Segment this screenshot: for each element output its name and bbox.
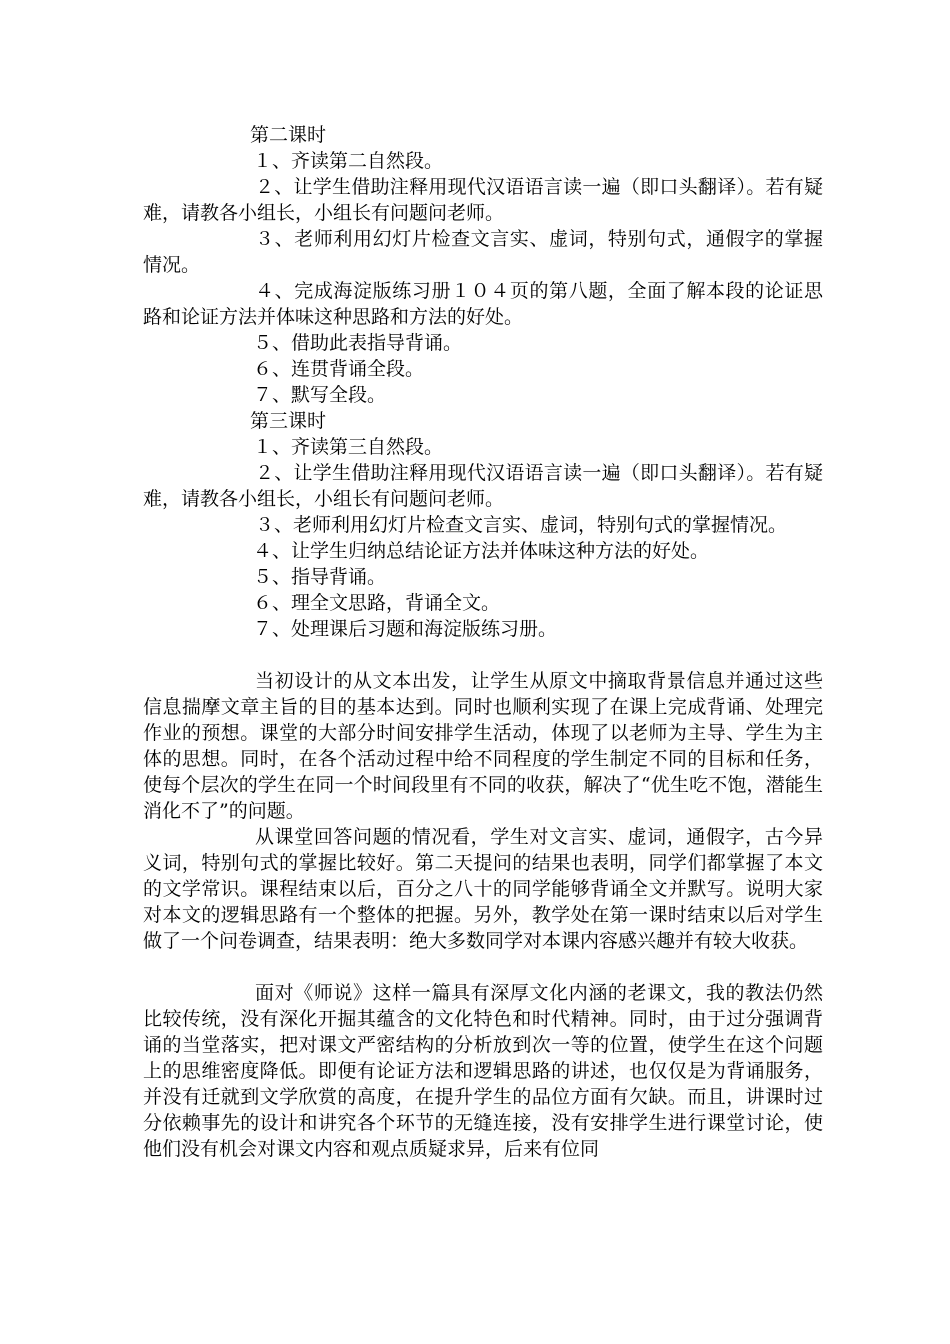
lesson3-item-4: ４、让学生归纳总结论证方法并体味这种方法的好处。 [253, 540, 710, 562]
lesson3-item-3: ３、老师利用幻灯片检查文言实、虚词，特别句式的掌握情况。 [255, 514, 788, 536]
lesson2-item-6: ６、连贯背诵全段。 [253, 358, 425, 380]
lesson3-item-6: ６、理全文思路，背诵全文。 [253, 592, 501, 614]
lesson2-heading: 第二课时 [250, 124, 327, 146]
lesson3-item-5: ５、指导背诵。 [253, 566, 387, 588]
lesson3-item-7: ７、处理课后习题和海淀版练习册。 [253, 618, 558, 640]
reflection-paragraph-2: 从课堂回答问题的情况看，学生对文言实、虚词，通假字，古今异义词，特别句式的掌握比较好。第二天提问的结果也表明，同学们都掌握了本文的文学常识。课程结束以后，百分之八十的同学能够背诵全文并默写。说明大家对本文的逻辑思路有一个整体的把握。另外，教学处在第一课时结束以后对学生做了一个问卷调查，结果表明：绝大多数同学对本课内容感兴趣并有较大收获。 [143, 826, 823, 952]
lesson2-item-2: ２、让学生借助注释用现代汉语语言读一遍（即口头翻译）。若有疑难，请教各小组长，小组长有问题问老师。 [143, 176, 823, 224]
lesson3-item-1: １、齐读第三自然段。 [253, 436, 444, 458]
lesson2-item-3: ３、老师利用幻灯片检查文言实、虚词，特别句式，通假字的掌握情况。 [143, 228, 823, 276]
spacer [143, 954, 823, 980]
lesson2-item-5: ５、借助此表指导背诵。 [253, 332, 463, 354]
reflection-paragraph-1: 当初设计的从文本出发，让学生从原文中摘取背景信息并通过这些信息揣摩文章主旨的目的基本达到。同时也顺利实现了在课上完成背诵、处理完作业的预想。课堂的大部分时间安排学生活动，体现了以老师为主导、学生为主体的思想。同时，在各个活动过程中给不同程度的学生制定不同的目标和任务，使每个层次的学生在同一个时间段里有不同的收获，解决了“优生吃不饱，潜能生消化不了”的问题。 [143, 670, 823, 822]
lesson3-heading: 第三课时 [250, 410, 327, 432]
document-body [143, 122, 823, 1162]
reflection-paragraph-3: 面对《师说》这样一篇具有深厚文化内涵的老课文，我的教法仍然比较传统，没有深化开掘其蕴含的文化特色和时代精神。同时，由于过分强调背诵的当堂落实，把对课文严密结构的分析放到次一等的位置，使学生在这个问题上的思维密度降低。即便有论证方法和逻辑思路的讲述，也仅仅是为背诵服务，并没有迁就到文学欣赏的高度，在提升学生的品位方面有欠缺。而且，讲课时过分依赖事先的设计和讲究各个环节的无缝连接，没有安排学生进行课堂讨论，使他们没有机会对课文内容和观点质疑求异，后来有位同 [143, 982, 823, 1160]
lesson2-item-7: ７、默写全段。 [253, 384, 387, 406]
lesson2-item-4: ４、完成海淀版练习册１０４页的第八题，全面了解本段的论证思路和论证方法并体味这种思路和方法的好处。 [143, 280, 823, 328]
lesson3-item-2: ２、让学生借助注释用现代汉语语言读一遍（即口头翻译）。若有疑难，请教各小组长，小组长有问题问老师。 [143, 462, 823, 510]
spacer [143, 642, 823, 668]
lesson2-item-1: １、齐读第二自然段。 [253, 150, 444, 172]
